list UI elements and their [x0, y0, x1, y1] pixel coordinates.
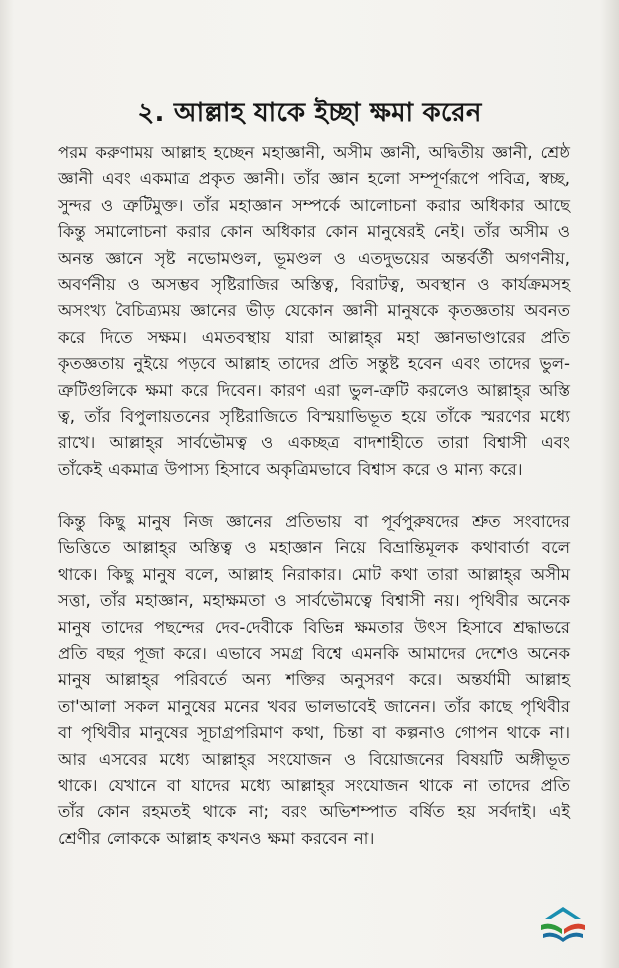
text-line: রাখে। আল্লাহ্‌র সার্বভৌমত্ব ও একচ্ছত্র বাদশাহীতে তারা বিশ্বাসী এবং: [58, 433, 570, 453]
text-line: কৃতজ্ঞতায় নুইয়ে পড়বে আল্লাহ তাদের প্রতি সন্তুষ্ট হবেন এবং তাদের ভুল-: [58, 354, 570, 374]
book-logo-icon: [533, 903, 593, 947]
text-line: মানুষ তাদের পছন্দের দেব-দেবীকে বিভিন্ন ক্ষমতার উৎস হিসাবে শ্রদ্ধাভরে: [58, 617, 570, 637]
text-line: পরম করুণাময় আল্লাহ হচ্ছেন মহাজ্ঞানী, অসীম জ্ঞানী, অদ্বিতীয় জ্ঞানী, শ্রেষ্ঠ: [58, 143, 570, 162]
text-line: ত্ব, তাঁর বিপুলায়তনের সৃষ্টিরাজিতে বিস্ময়াভিভূত হয়ে তাঁকে স্মরণের মধ্যে: [58, 407, 570, 427]
text-line: অবর্ণনীয় ও অসম্ভব সৃষ্টিরাজির অস্তিত্ব, বিরাটত্ব, অবস্থান ও কার্যক্রমসহ: [58, 275, 570, 295]
text-line: কিন্তু সমালোচনা করার কোন অধিকার কোন মানুষেরই নেই। তাঁর অসীম ও: [58, 222, 570, 242]
text-line: সত্তা, তাঁর মহাজ্ঞান, মহাক্ষমতা ও সার্বভৌমত্বে বিশ্বাসী নয়। পৃথিবীর অনেক: [58, 591, 570, 611]
text-line: সুন্দর ও ত্রুটিমুক্ত। তাঁর মহাজ্ঞান সম্পর্কে আলোচনা করার অধিকার আছে: [58, 195, 570, 215]
text-line: ভিত্তিতে আল্লাহ্‌র অস্তিত্ব ও মহাজ্ঞান নিয়ে বিভ্রান্তিমূলক কথাবার্তা বলে: [58, 538, 570, 558]
logo-base: [543, 933, 583, 942]
text-line: অসংখ্য বৈচিত্র্যময় জ্ঞানের ভীড় যেকোন জ্ঞানী মানুষকে কৃতজ্ঞতায় অবনত: [58, 301, 570, 321]
text-line: তাঁকেই একমাত্র উপাস্য হিসাবে অকৃত্রিমভাবে বিশ্বাস করে ও মান্য করে।: [58, 459, 523, 479]
text-line: থাকে। কিছু মানুষ বলে, আল্লাহ নিরাকার। মোট কথা তারা আল্লাহ্‌র অসীম: [58, 564, 570, 584]
text-line: তা'আলা সকল মানুষের মনের খবর ভালভাবেই জানেন। তাঁর কাছে পৃথিবীর: [58, 696, 570, 716]
text-line: তাঁর কোন রহমতই থাকে না; বরং অভিশম্পাত বর্ষিত হয় সর্বদাই। এই: [58, 802, 570, 822]
logo-book-right: [564, 924, 585, 934]
text-line: আর এসবের মধ্যে আল্লাহ্‌র সংযোজন ও বিয়োজনের বিষয়টি অঙ্গীভূত: [58, 749, 570, 769]
logo-book-left: [541, 924, 562, 934]
text-line: থাকে। যেখানে বা যাদের মধ্যে আল্লাহ্‌র সংযোজন থাকে না তাদের প্রতি: [58, 776, 570, 796]
text-line: শ্রেণীর লোককে আল্লাহ কখনও ক্ষমা করবেন না।: [58, 828, 375, 848]
logo-roof: [545, 907, 581, 919]
text-line: করে দিতে সক্ষম। এমতবস্থায় যারা আল্লাহ্‌র মহা জ্ঞানভাণ্ডারের প্রতি: [58, 327, 570, 347]
text-line: ত্রুটিগুলিকে ক্ষমা করে দিবেন। কারণ এরা ভুল-ত্রুটি করলেও আল্লাহ্‌র অস্তি: [58, 380, 570, 400]
chapter-title: ২. আল্লাহ যাকে ইচ্ছা ক্ষমা করেন: [137, 98, 482, 128]
text-line: কিন্তু কিছু মানুষ নিজ জ্ঞানের প্রতিভায় বা পূর্বপুরুষদের শ্রুত সংবাদের: [58, 512, 570, 531]
text-line: জ্ঞানী এবং একমাত্র প্রকৃত জ্ঞানী। তাঁর জ্ঞান হলো সম্পূর্ণরূপে পবিত্র, স্বচ্ছ,: [58, 169, 570, 189]
text-line: প্রতি বছর পূজা করে। এভাবে সমগ্র বিশ্বে এমনকি আমাদের দেশেও অনেক: [58, 644, 570, 664]
text-line: অনন্ত জ্ঞানে সৃষ্ট নভোমণ্ডল, ভূমণ্ডল ও এতদুভয়ের অন্তর্বর্তী অগণনীয়,: [58, 248, 570, 268]
paragraph-2: [58, 509, 570, 852]
paragraph-1: [58, 140, 570, 483]
text-line: বা পৃথিবীর মানুষের সূচাগ্রপরিমাণ কথা, চিন্তা বা কল্পনাও গোপন থাকে না।: [58, 723, 570, 743]
text-line: মানুষ আল্লাহ্‌র পরিবর্তে অন্য শক্তির অনুসরণ করে। অন্তর্যামী আল্লাহ: [58, 670, 570, 690]
